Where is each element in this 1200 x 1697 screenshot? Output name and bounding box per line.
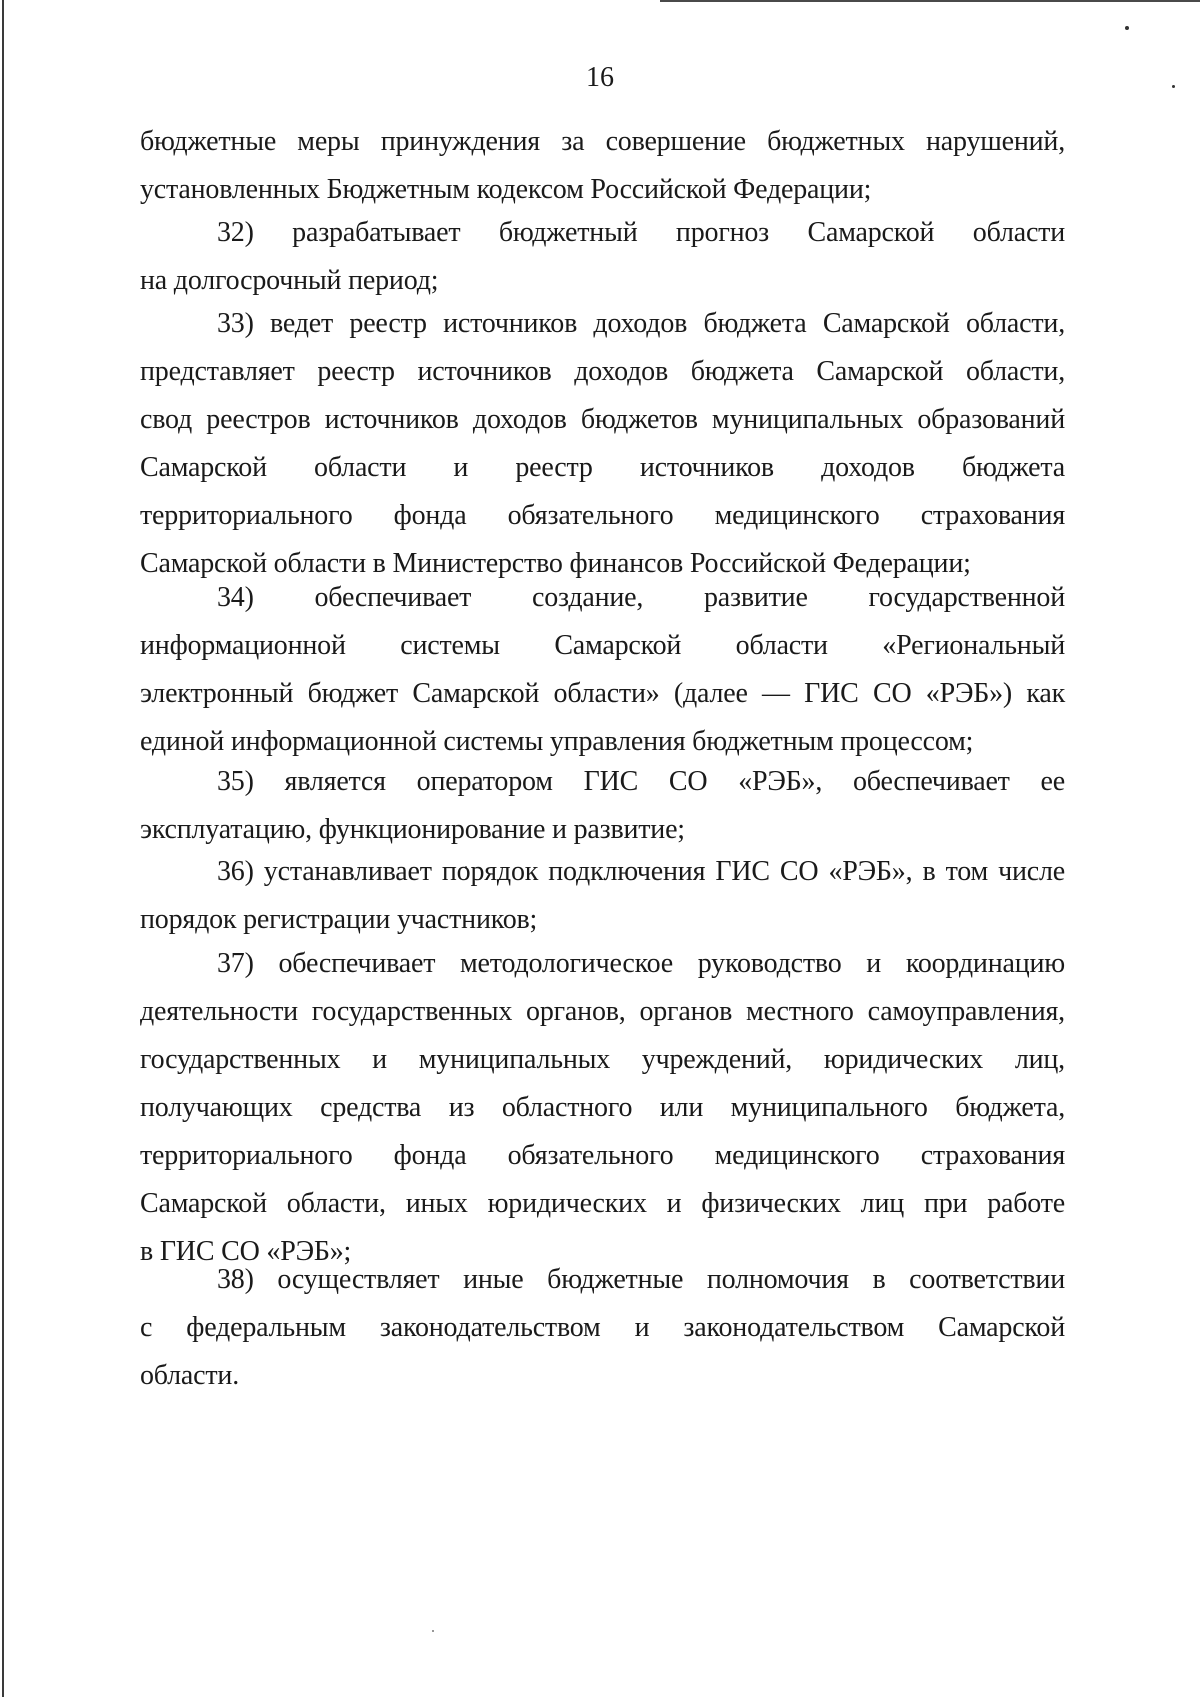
text-line: представляет реестр источников доходов бюджета Самарской области, bbox=[140, 356, 1065, 387]
text-line: электронный бюджет Самарской области» (далее — ГИС СО «РЭБ») как bbox=[140, 678, 1065, 709]
text-line: Самарской области в Министерство финансов Российской Федерации; bbox=[140, 548, 971, 579]
text-line: Самарской области и реестр источников доходов бюджета bbox=[140, 452, 1065, 483]
text-line: области. bbox=[140, 1360, 239, 1391]
text-line: 35) является оператором ГИС СО «РЭБ», обеспечивает ее bbox=[217, 766, 1065, 797]
text-line: установленных Бюджетным кодексом Российской Федерации; bbox=[140, 174, 872, 205]
text-line: единой информационной системы управления бюджетным процессом; bbox=[140, 726, 974, 757]
text-line: получающих средства из областного или муниципального бюджета, bbox=[140, 1092, 1065, 1123]
scan-edge-left bbox=[2, 0, 4, 1697]
text-line: в ГИС СО «РЭБ»; bbox=[140, 1236, 352, 1267]
paragraph-item-32 bbox=[140, 209, 1065, 305]
paragraph bbox=[140, 940, 1065, 1276]
paragraph-item-36 bbox=[140, 848, 1065, 944]
text-line: 36) устанавливает порядок подключения ГИС СО «РЭБ», в том числе bbox=[217, 856, 1065, 887]
paragraph-item-35 bbox=[140, 758, 1065, 854]
scan-speck bbox=[432, 1630, 434, 1632]
paragraph bbox=[140, 118, 1065, 214]
paragraph-item-33 bbox=[140, 300, 1065, 588]
paragraph bbox=[140, 758, 1065, 854]
paragraph-item-37 bbox=[140, 940, 1065, 1276]
text-line: порядок регистрации участников; bbox=[140, 904, 538, 935]
text-line: 38) осуществляет иные бюджетные полномочия в соответствии bbox=[217, 1264, 1065, 1295]
paragraph bbox=[140, 300, 1065, 588]
paragraph bbox=[140, 848, 1065, 944]
text-line: 33) ведет реестр источников доходов бюджета Самарской области, bbox=[217, 308, 1065, 339]
text-line: информационной системы Самарской области «Региональный bbox=[140, 630, 1065, 661]
text-line: на долгосрочный период; bbox=[140, 265, 439, 296]
text-line: свод реестров источников доходов бюджетов муниципальных образований bbox=[140, 404, 1065, 435]
text-line: государственных и муниципальных учреждений, юридических лиц, bbox=[140, 1044, 1065, 1075]
text-line: 32) разрабатывает бюджетный прогноз Самарской области bbox=[217, 217, 1065, 248]
text-line: 37) обеспечивает методологическое руководство и координацию bbox=[217, 948, 1065, 979]
text-line: бюджетные меры принуждения за совершение бюджетных нарушений, bbox=[140, 126, 1065, 157]
text-line: эксплуатацию, функционирование и развитие; bbox=[140, 814, 685, 845]
scan-edge-top bbox=[660, 0, 1200, 2]
text-line: Самарской области, иных юридических и физических лиц при работе bbox=[140, 1188, 1065, 1219]
text-line: деятельности государственных органов, органов местного самоуправления, bbox=[140, 996, 1065, 1027]
paragraph-item-34 bbox=[140, 574, 1065, 766]
text-line: территориального фонда обязательного медицинского страхования bbox=[140, 500, 1065, 531]
paragraph bbox=[140, 1256, 1065, 1400]
page-number: 16 bbox=[586, 62, 614, 93]
paragraph bbox=[140, 574, 1065, 766]
scan-speck bbox=[1125, 26, 1129, 30]
paragraph-continuation bbox=[140, 118, 1065, 214]
text-line: территориального фонда обязательного медицинского страхования bbox=[140, 1140, 1065, 1171]
paragraph bbox=[140, 209, 1065, 305]
text-line: 34) обеспечивает создание, развитие государственной bbox=[217, 582, 1065, 613]
paragraph-item-38 bbox=[140, 1256, 1065, 1400]
text-line: с федеральным законодательством и законодательством Самарской bbox=[140, 1312, 1065, 1343]
